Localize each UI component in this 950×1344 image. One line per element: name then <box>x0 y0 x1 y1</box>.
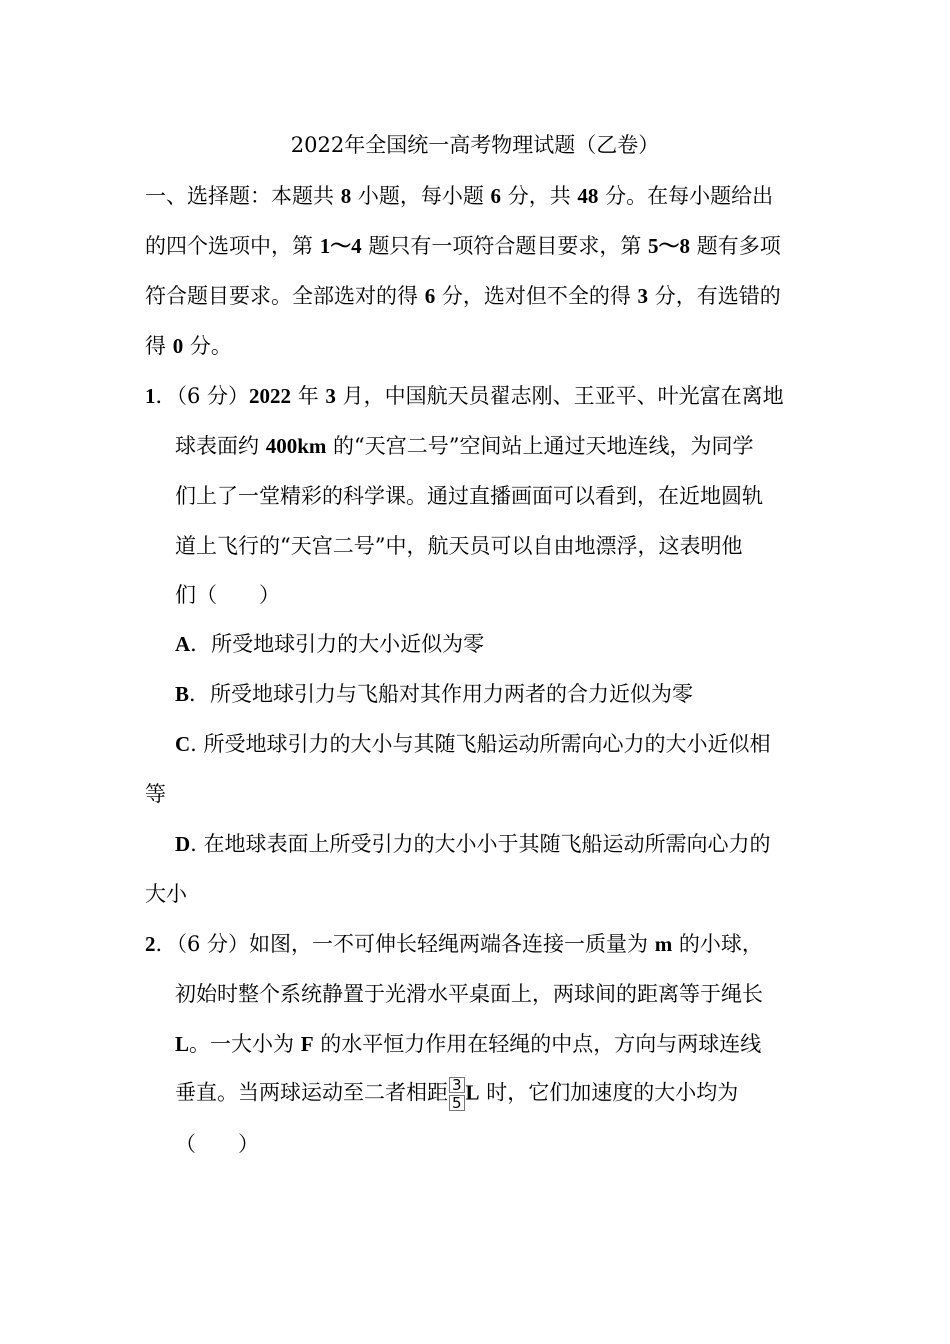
question-2-line-4: 垂直。当两球运动至二者相距 $\frac{3}{5}$ L 时，它们加速度的大小均为 <box>175 1076 739 1112</box>
fraction-three-fifths <box>449 1077 465 1111</box>
section-intro-line-4: 得 0 分。 <box>145 334 232 358</box>
section-intro-line-3: 符合题目要求。全部选对的得 6 分，选对但不全的得 3 分，有选错的 <box>145 284 781 308</box>
option-d-continued: 大小 <box>145 882 187 906</box>
option-d: D. 在地球表面上所受引力的大小小于其随飞船运动所需向心力的 <box>175 832 771 856</box>
question-2-line-5: （ ） <box>175 1132 259 1156</box>
question-2-line-1: 2．（6 分）如图，一不可伸长轻绳两端各连接一质量为 m 的小球， <box>145 932 763 956</box>
section-intro-line-1: 一、选择题：本题共 8 小题，每小题 6 分，共 48 分。在每小题给出 <box>145 184 774 208</box>
fraction-denominator: 5 <box>449 1095 465 1111</box>
question-1-line-2: 球表面约 400km 的“天宫二号”空间站上通过天地连线，为同学 <box>175 434 754 458</box>
question-1-number: 1 <box>145 384 156 408</box>
question-1-line-3: 们上了一堂精彩的科学课。通过直播画面可以看到，在近地圆轨 <box>175 484 763 508</box>
option-a: A．所受地球引力的大小近似为零 <box>175 632 485 656</box>
question-1-line-1: 1．（6 分）2022 年 3 月，中国航天员翟志刚、王亚平、叶光富在离地 <box>145 384 784 408</box>
fraction-numerator: 3 <box>449 1077 465 1093</box>
page-title: 2022年全国统一高考物理试题（乙卷） <box>290 133 660 157</box>
question-2-number: 2 <box>145 932 156 956</box>
option-b: B．所受地球引力与飞船对其作用力两者的合力近似为零 <box>175 682 694 706</box>
question-1-line-5: 们（ ） <box>175 583 280 607</box>
section-intro-line-2: 的四个选项中，第 1～4 题只有一项符合题目要求，第 5～8 题有多项 <box>145 234 781 258</box>
question-2-line-3: L。一大小为 F 的水平恒力作用在轻绳的中点，方向与两球连线 <box>175 1032 762 1056</box>
option-c-continued: 等 <box>145 782 166 806</box>
option-c: C. 所受地球引力的大小与其随飞船运动所需向心力的大小近似相 <box>175 732 771 756</box>
question-2-line-2: 初始时整个系统静置于光滑水平桌面上，两球间的距离等于绳长 <box>175 982 763 1006</box>
question-1-line-4: 道上飞行的“天宫二号”中，航天员可以自由地漂浮，这表明他 <box>175 534 743 558</box>
